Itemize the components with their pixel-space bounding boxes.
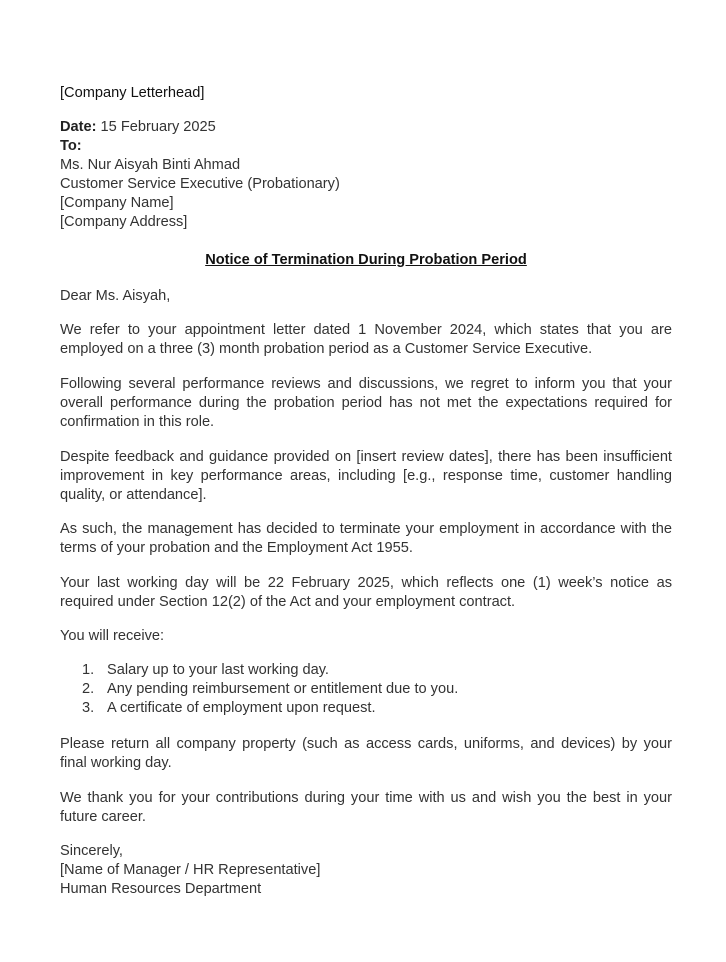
paragraph-thanks: We thank you for your contributions during your time with us and wish you the best in your future career. (60, 790, 672, 825)
paragraph-performance: Following several performance reviews and discussions, we regret to inform you that your overall performance during the probation period has not met the expectations required for confirmation in this role. (60, 376, 672, 430)
list-number: 2. (82, 681, 95, 697)
letter-header (60, 118, 340, 232)
paragraph-return-property: Please return all company property (such as access cards, uniforms, and devices) by your final working day. (60, 736, 672, 771)
date-line (60, 118, 340, 137)
department: Human Resources Department (60, 881, 262, 897)
list-item (82, 661, 458, 680)
recipient-name: Ms. Nur Aisyah Binti Ahmad (60, 157, 241, 173)
list-item (82, 680, 458, 699)
list-text: Salary up to your last working day. (107, 662, 329, 678)
paragraph-feedback: Despite feedback and guidance provided on [insert review dates], there has been insufficient improvement in key performance areas, including [e.g., response time, customer handling quality, or attendance]. (60, 449, 672, 503)
recipient-company-address: [Company Address] (60, 214, 188, 230)
to-line (60, 137, 340, 156)
recipient-company-name: [Company Name] (60, 195, 174, 211)
signatory: [Name of Manager / HR Representative] (60, 862, 321, 878)
entitlements-list (82, 661, 458, 718)
list-number: 1. (82, 662, 95, 678)
list-item (82, 699, 458, 718)
company-letterhead: [Company Letterhead] (60, 85, 205, 101)
sign-off: Sincerely, (60, 843, 123, 859)
paragraph-last-day: Your last working day will be 22 February 2025, which reflects one (1) week’s notice as required under Section 12(2) of the Act and your employment contract. (60, 575, 672, 610)
date-label: Date: (60, 119, 97, 135)
list-number: 3. (82, 700, 95, 716)
to-label: To: (60, 138, 82, 154)
letter-title: Notice of Termination During Probation Period (205, 252, 527, 268)
recipient-position: Customer Service Executive (Probationary) (60, 176, 340, 192)
paragraph-termination: As such, the management has decided to terminate your employment in accordance with the terms of your probation and the Employment Act 1955. (60, 521, 672, 556)
list-text: Any pending reimbursement or entitlement due to you. (107, 681, 459, 697)
closing-block (60, 842, 320, 899)
paragraph-appointment: We refer to your appointment letter dated 1 November 2024, which states that you are employed on a three (3) month probation period as a Customer Service Executive. (60, 322, 672, 357)
date-value: 15 February 2025 (96, 119, 216, 135)
salutation: Dear Ms. Aisyah, (60, 288, 171, 304)
list-text: A certificate of employment upon request. (107, 700, 376, 716)
receive-intro: You will receive: (60, 628, 165, 644)
